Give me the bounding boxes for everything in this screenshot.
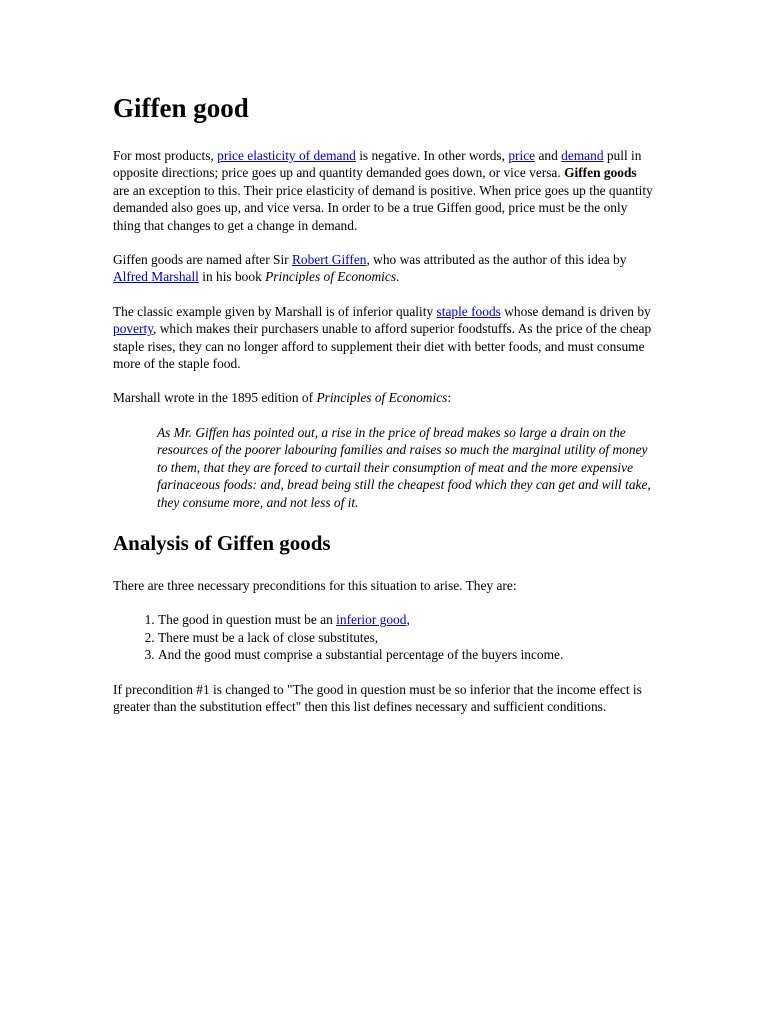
intro-paragraph: For most products, price elasticity of demand is negative. In other words, price and demand pull in opposite directions; price goes up and quantity demanded goes down, or vice versa. Giffen goods are an exception to this. Their price elasticity of demand is positive. When price goes up the quantity demanded also goes up, and vice versa. In order to be a true Giffen good, price must be the only thing that changes to get a change in demand. <box>113 148 653 233</box>
inferior-good-link[interactable]: inferior good <box>336 612 407 628</box>
book-title: Principles of Economics <box>316 390 448 406</box>
marshall-paragraph: Marshall wrote in the 1895 edition of Principles of Economics: <box>113 390 452 406</box>
list-item: 2. There must be a lack of close substitutes, <box>158 629 653 646</box>
staple-foods-link[interactable]: staple foods <box>436 303 501 319</box>
example-paragraph: The classic example given by Marshall is of inferior quality staple foods whose demand is driven by poverty, which makes their purchasers unable to afford superior foodstuffs. As the price of the cheap staple rises, they can no longer afford to supplement their diet with better foods, and must consume more of the staple food. <box>113 303 652 372</box>
alfred-marshall-link[interactable]: Alfred Marshall <box>113 269 199 285</box>
list-item: 1. The good in question must be an inferior good, <box>158 611 653 628</box>
price-elasticity-link[interactable]: price elasticity of demand <box>217 148 356 163</box>
marshall-quote: As Mr. Giffen has pointed out, a rise in the price of bread makes so large a drain on the resources of the poorer labouring families and raises so much the marginal utility of money to them, that they are forced to curtail their consumption of meat and the more expensive farinaceous foods: and, bread being still the cheapest food which they can get and will take, they consume more, and not less of it. <box>157 424 651 510</box>
preconditions-list <box>113 611 653 663</box>
article <box>113 90 653 732</box>
conclusion-paragraph: If precondition #1 is changed to "The good in question must be so inferior that the income effect is greater than the substitution effect" then this list defines necessary and sufficient conditions. <box>113 681 642 714</box>
giffen-goods-bold: Giffen goods <box>564 165 637 181</box>
list-item: 3. And the good must comprise a substantial percentage of the buyers income. <box>158 646 653 663</box>
price-link[interactable]: price <box>508 148 536 163</box>
page-title: Giffen good <box>113 93 249 123</box>
robert-giffen-link[interactable]: Robert Giffen <box>291 252 367 268</box>
naming-paragraph: Giffen goods are named after Sir Robert Giffen, who was attributed as the author of this idea by Alfred Marshall in his book Principles of Economics. <box>113 252 627 285</box>
demand-link[interactable]: demand <box>561 148 604 163</box>
book-title: Principles of Economics <box>265 269 397 285</box>
preconditions-intro: There are three necessary preconditions for this situation to arise. They are: <box>113 577 517 593</box>
section-heading: Analysis of Giffen goods <box>113 530 331 555</box>
poverty-link[interactable]: poverty <box>113 321 154 337</box>
